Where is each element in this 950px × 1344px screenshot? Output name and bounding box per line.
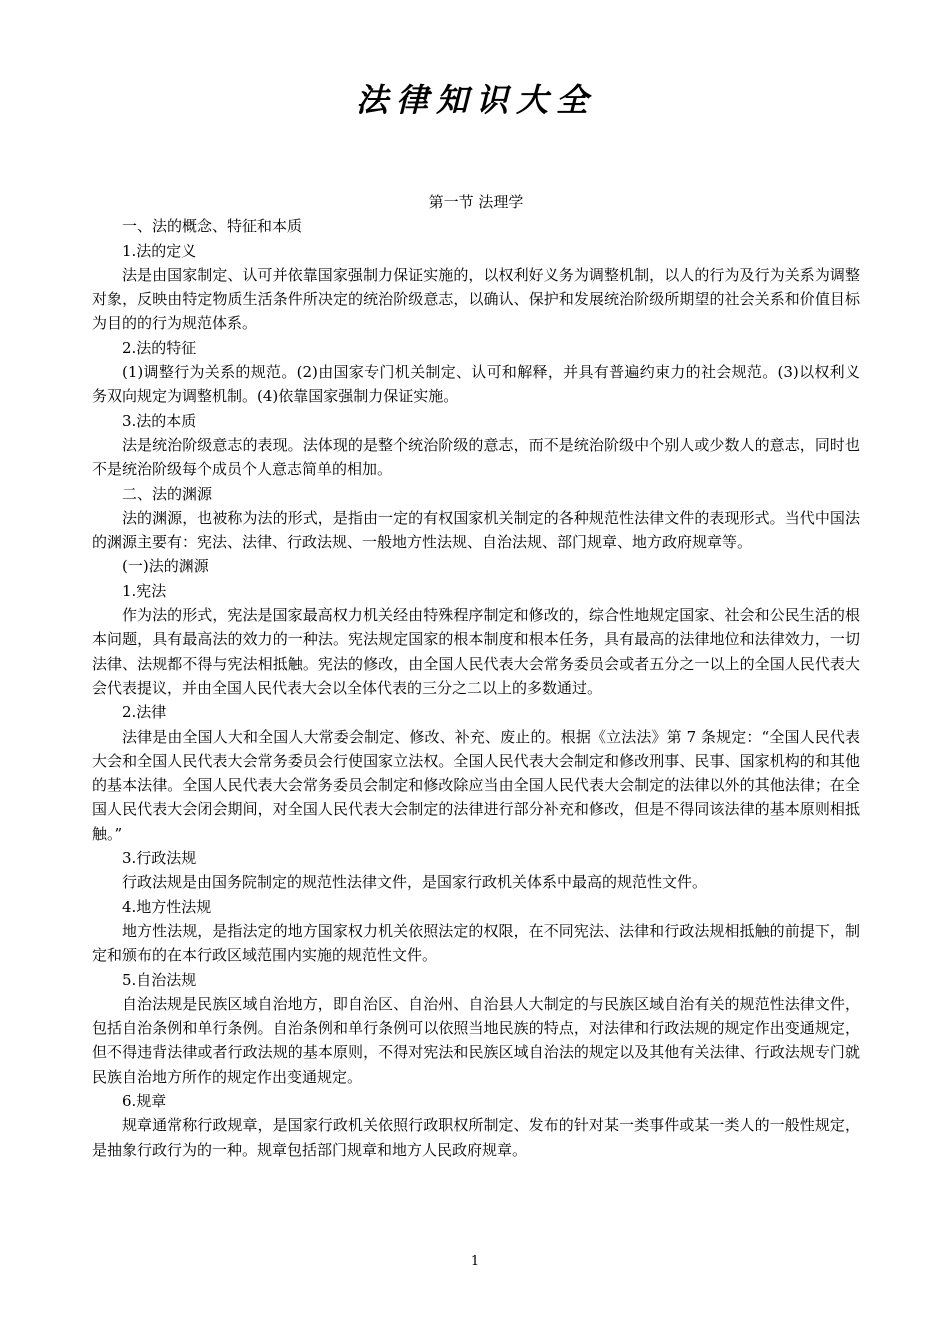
document-title: 法律知识大全	[355, 81, 596, 119]
paragraph-features: (1)调整行为关系的规范。(2)由国家专门机关制定、认可和解释，并具有普遍约束力的社会规范。(3)以权利义务双向规定为调整机制。(4)依靠国家强制力保证实施。	[92, 363, 860, 406]
heading-administrative-regulations: 3.行政法规	[122, 849, 197, 868]
heading-constitution: 1.宪法	[122, 581, 167, 600]
heading-law: 2.法律	[122, 703, 167, 722]
heading-sources-sub: (一)法的渊源	[122, 557, 209, 576]
paragraph-rules: 规章通常称行政规章，是国家行政机关依照行政职权所制定、发布的针对某一类事件或某一类人的一般性规定，是抽象行政行为的一种。规章包括部门规章和地方人民政府规章。	[92, 1116, 860, 1159]
paragraph-constitution: 作为法的形式，宪法是国家最高权力机关经由特殊程序制定和修改的，综合性地规定国家、社会和公民生活的根本问题，具有最高法的效力的一种法。宪法规定国家的根本制度和根本任务，具有最高的法律地位和法律效力，一切法律、法规都不得与宪法相抵触。宪法的修改，由全国人民代表大会常务委员会或者五分之一以上的全国人民代表大会代表提议，并由全国人民代表大会以全体代表的三分之二以上的多数通过。	[92, 606, 860, 697]
paragraph-administrative-regulations: 行政法规是由国务院制定的规范性法律文件，是国家行政机关体系中最高的规范性文件。	[122, 873, 708, 892]
page-number: 1	[470, 1254, 480, 1269]
heading-local-regulations: 4.地方性法规	[122, 897, 212, 916]
heading-definition: 1.法的定义	[122, 241, 197, 260]
heading-features: 2.法的特征	[122, 338, 197, 357]
heading-essence: 3.法的本质	[122, 411, 197, 430]
paragraph-definition: 法是由国家制定、认可并依靠国家强制力保证实施的，以权利好义务为调整机制，以人的行为及行为关系为调整对象，反映由特定物质生活条件所决定的统治阶级意志，以确认、保护和发展统治阶级所期望的社会关系和价值目标为目的的行为规范体系。	[92, 265, 860, 333]
document-body	[92, 190, 860, 1162]
section-title: 第一节 法理学	[428, 193, 524, 211]
paragraph-sources: 法的渊源，也被称为法的形式，是指由一定的有权国家机关制定的各种规范性法律文件的表现形式。当代中国法的渊源主要有：宪法、法律、行政法规、一般地方性法规、自治法规、部门规章、地方政府规章等。	[92, 508, 860, 552]
heading-concept: 一、法的概念、特征和本质	[122, 217, 303, 236]
heading-sources: 二、法的渊源	[122, 484, 213, 503]
paragraph-law: 法律是由全国人大和全国人大常委会制定、修改、补充、废止的。根据《立法法》第 7 条规定：“全国人民代表大会和全国人民代表大会常务委员会行使国家立法权。全国人民代表大会制定和修改刑事、民事、国家机构的和其他的基本法律。全国人民代表大会常务委员会制定和修改除应当由全国人民代表大会制定的法律以外的其他法律；在全国人民代表大会闭会期间，对全国人民代表大会制定的法律进行部分补充和修改，但是不得同该法律的基本原则相抵触。”	[92, 727, 860, 843]
heading-rules: 6.规章	[122, 1091, 167, 1110]
paragraph-essence: 法是统治阶级意志的表现。法体现的是整个统治阶级的意志，而不是统治阶级中个别人或少数人的意志，同时也不是统治阶级每个成员个人意志简单的相加。	[92, 435, 860, 479]
heading-autonomous-regulations: 5.自治法规	[122, 970, 197, 989]
paragraph-local-regulations: 地方性法规，是指法定的地方国家权力机关依照法定的权限，在不同宪法、法律和行政法规相抵触的前提下，制定和颁布的在本行政区域范围内实施的规范性文件。	[92, 921, 860, 965]
paragraph-autonomous-regulations: 自治法规是民族区域自治地方，即自治区、自治州、自治县人大制定的与民族区域自治有关的规范性法律文件，包括自治条例和单行条例。自治条例和单行条例可以依照当地民族的特点，对法律和行政法规的规定作出变通规定，但不得违背法律或者行政法规的基本原则，不得对宪法和民族区域自治法的规定以及其他有关法律、行政法规专门就民族自治地方所作的规定作出变通规定。	[92, 994, 860, 1086]
